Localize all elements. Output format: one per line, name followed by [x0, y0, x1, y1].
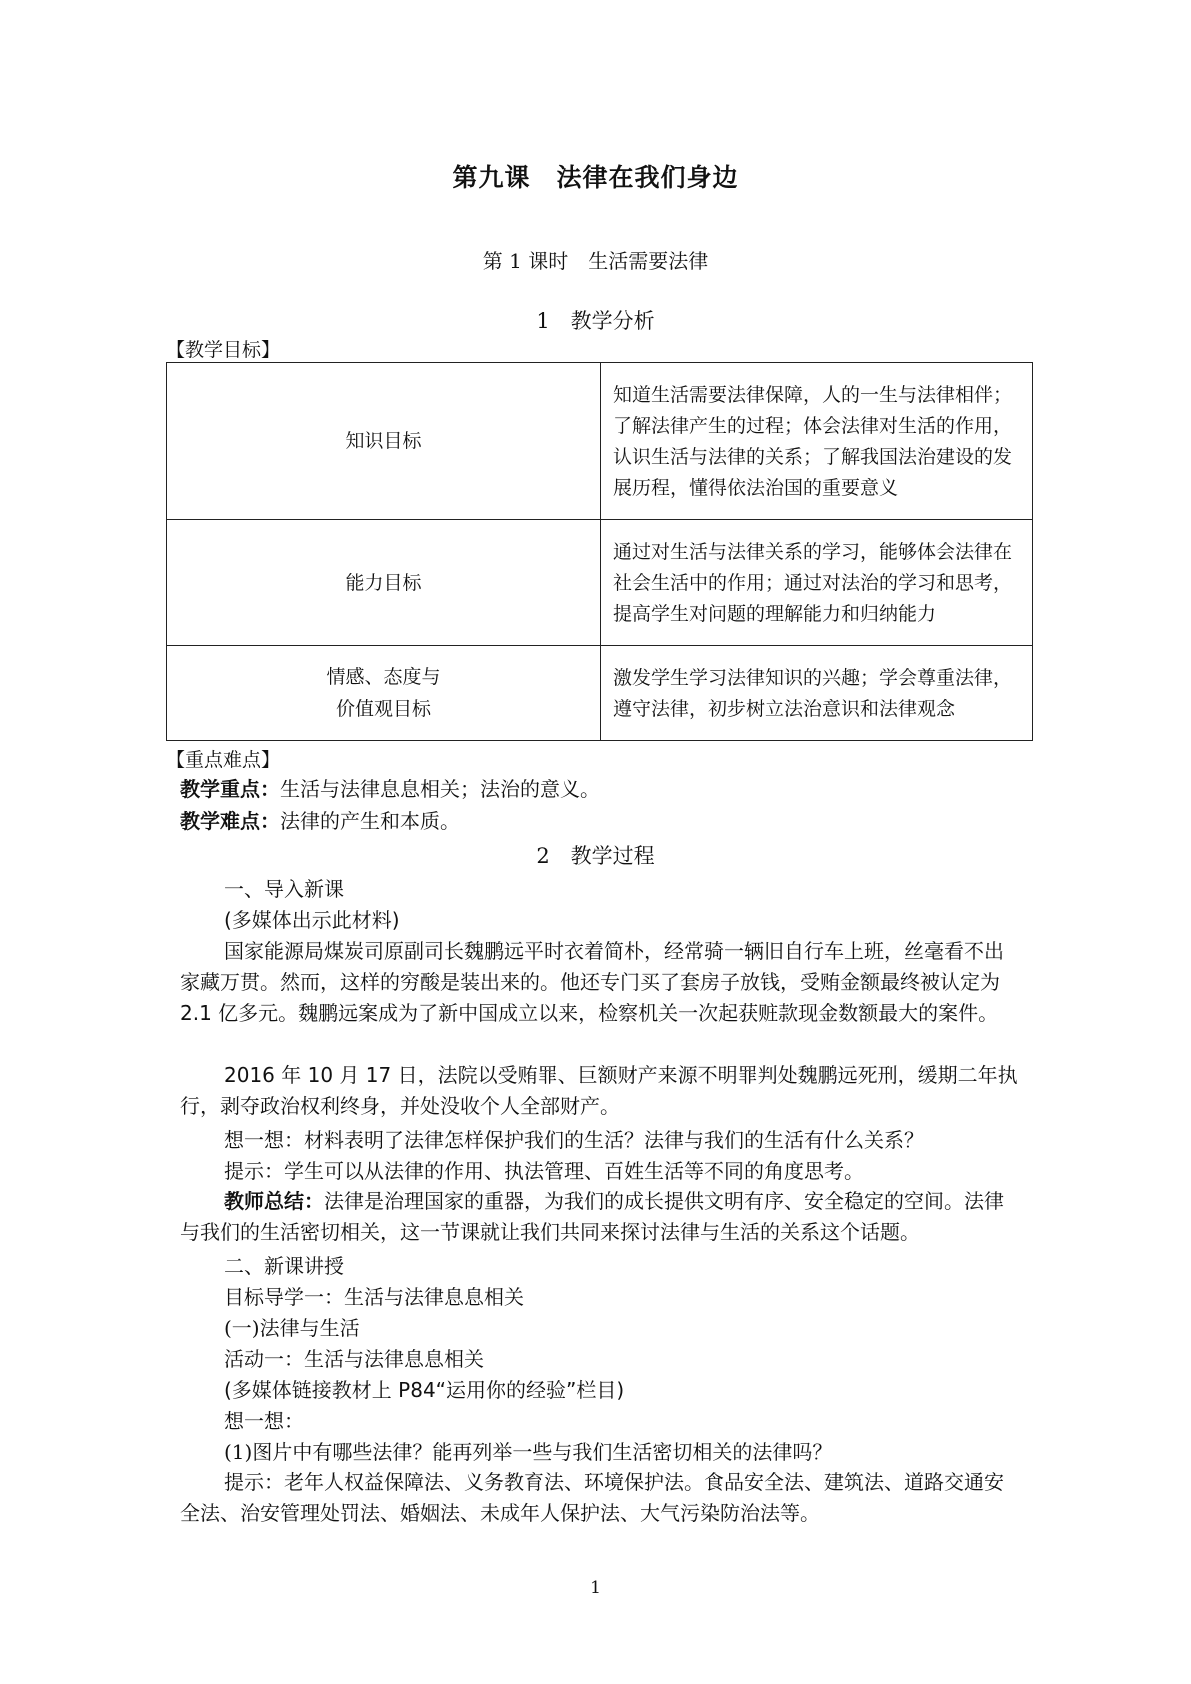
hint-paragraph-2 — [180, 1467, 1022, 1529]
difficulty-label: 教学难点： — [180, 809, 280, 833]
hint-text-2: 老年人权益保障法、义务教育法、环境保护法。食品安全法、建筑法、道路交通安全法、治安管理处罚法、婚姻法、未成年人保护法、大气污染防治法等。 — [180, 1470, 1004, 1525]
goal-description: 激发学生学习法律知识的兴趣；学会尊重法律，遵守法律，初步树立法治意识和法律观念 — [601, 646, 1033, 741]
summary-label: 教师总结： — [224, 1189, 324, 1213]
goal-description: 通过对生活与法律关系的学习，能够体会法律在社会生活中的作用；通过对法治的学习和思考，提高学生对问题的理解能力和归纳能力 — [601, 520, 1033, 646]
intro-heading: 一、导入新课 — [224, 877, 344, 901]
think-text: 材料表明了法律怎样保护我们的生活？法律与我们的生活有什么关系？ — [304, 1128, 924, 1152]
target-heading: 目标导学一：生活与法律息息相关 — [224, 1285, 524, 1309]
goal-description: 知道生活需要法律保障，人的一生与法律相伴；了解法律产生的过程；体会法律对生活的作用，认识生活与法律的关系；了解我国法治建设的发展历程，懂得依法治国的重要意义 — [601, 363, 1033, 520]
goal-label: 能力目标 — [167, 520, 601, 646]
think-label-2: 想一想： — [224, 1409, 304, 1433]
activity-heading: 活动一：生活与法律息息相关 — [224, 1347, 484, 1371]
lesson-title: 第九课 法律在我们身边 — [452, 163, 739, 192]
hint-text: 学生可以从法律的作用、执法管理、百姓生活等不同的角度思考。 — [284, 1159, 864, 1183]
section-heading-analysis: 1 教学分析 — [536, 309, 655, 333]
table-row — [167, 363, 1033, 520]
think-label: 想一想： — [224, 1128, 304, 1152]
goal-label — [167, 646, 601, 741]
subsection-heading: (一)法律与生活 — [224, 1316, 360, 1340]
teaching-goals-table — [166, 362, 1033, 741]
hint-label-2: 提示： — [224, 1470, 284, 1494]
difficulty-text: 法律的产生和本质。 — [280, 809, 460, 833]
summary-text: 法律是治理国家的重器，为我们的成长提供文明有序、安全稳定的空间。法律与我们的生活密切相关，这一节课就让我们共同来探讨法律与生活的关系这个话题。 — [180, 1189, 1004, 1244]
section-heading-process: 2 教学过程 — [536, 844, 655, 868]
goal-label-line: 价值观目标 — [335, 698, 431, 720]
intro-media-note: (多媒体出示此材料) — [224, 908, 400, 932]
goals-heading: 【教学目标】 — [166, 339, 281, 361]
table-row — [167, 520, 1033, 646]
goal-label-line: 情感、态度与 — [326, 666, 441, 688]
intro-verdict-paragraph: 2016 年 10 月 17 日，法院以受贿罪、巨额财产来源不明罪判处魏鹏远死刑，缓期二年执行，剥夺政治权利终身，并处没收个人全部财产。 — [180, 1063, 1018, 1118]
hint-label: 提示： — [224, 1159, 284, 1183]
page-number: 1 — [590, 1578, 601, 1598]
hint-line — [224, 1155, 864, 1184]
teacher-summary-paragraph — [180, 1186, 1022, 1248]
key-point-text: 生活与法律息息相关；法治的意义。 — [280, 777, 600, 801]
media-link-note: (多媒体链接教材上 P84“运用你的经验”栏目) — [224, 1378, 625, 1402]
question-1: (1)图片中有哪些法律？能再列举一些与我们生活密切相关的法律吗？ — [224, 1440, 833, 1464]
key-point-line — [180, 773, 600, 805]
goal-label: 知识目标 — [167, 363, 601, 520]
think-line — [224, 1124, 924, 1153]
key-point-label: 教学重点： — [180, 777, 280, 801]
table-row — [167, 646, 1033, 741]
key-points-heading: 【重点难点】 — [166, 749, 281, 771]
intro-material-paragraph: 国家能源局煤炭司原副司长魏鹏远平时衣着简朴，经常骑一辆旧自行车上班，丝毫看不出家藏万贯。然而，这样的穷酸是装出来的。他还专门买了套房子放钱，受贿金额最终被认定为 2.1 亿多元。魏鹏远案成为了新中国成立以来，检察机关一次起获赃款现金数额最大的案件。 — [180, 939, 1004, 1025]
lesson-subtitle: 第 1 课时 生活需要法律 — [482, 249, 709, 273]
new-lesson-heading: 二、新课讲授 — [224, 1254, 344, 1278]
difficulty-line — [180, 805, 460, 837]
